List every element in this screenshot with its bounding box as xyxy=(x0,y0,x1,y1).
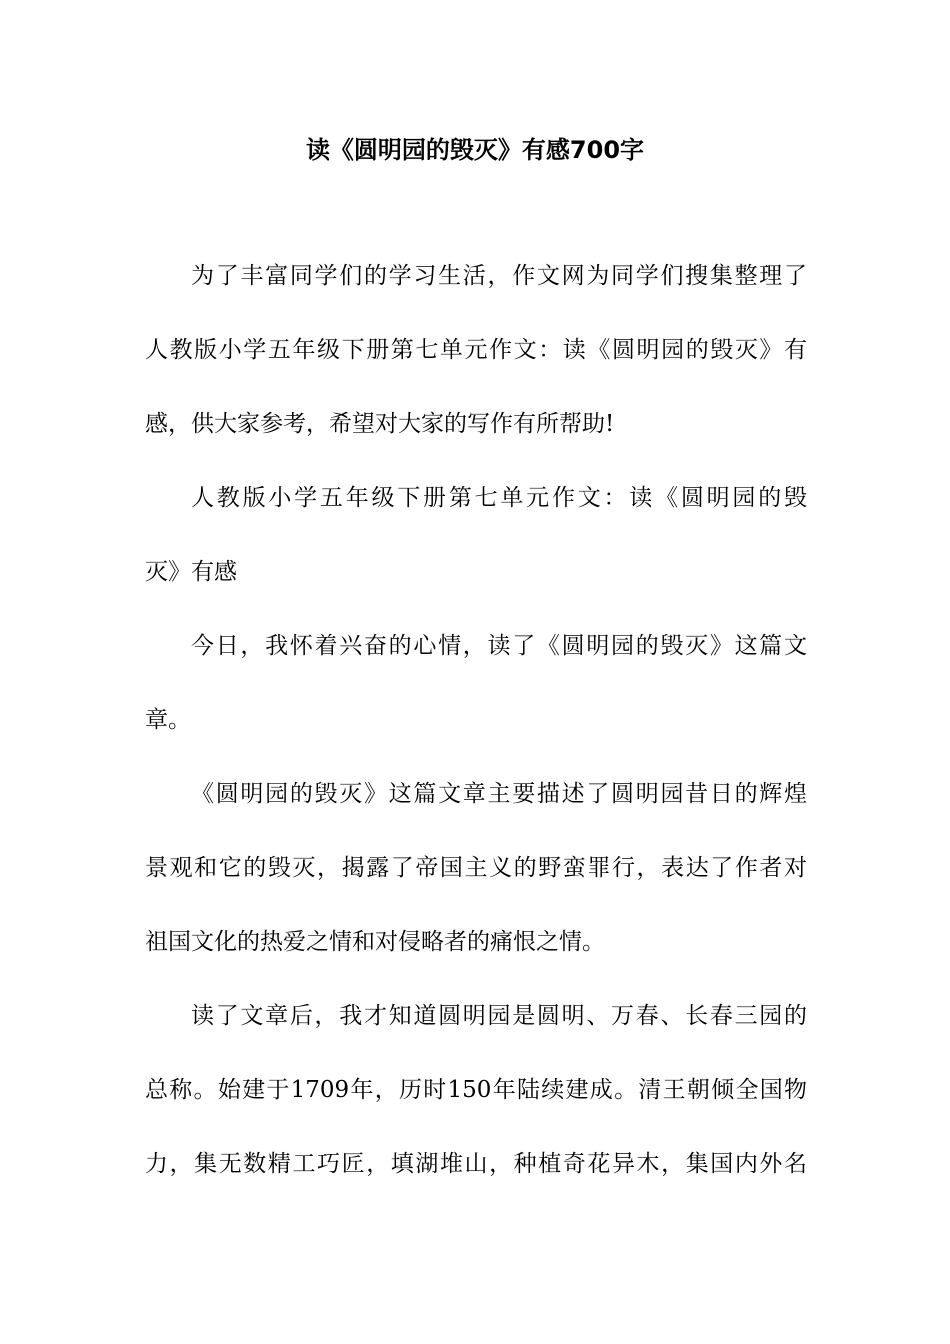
text-line: 祖国文化的热爱之情和对侵略者的痛恨之情。 xyxy=(145,929,605,955)
text-line: 人教版小学五年级下册第七单元作文：读《圆明园的毁 xyxy=(191,485,807,511)
text-line: 人教版小学五年级下册第七单元作文：读《圆明园的毁灭》有 xyxy=(145,337,807,363)
text-line: 读了文章后，我才知道圆明园是圆明、万春、长春三园的 xyxy=(191,1003,807,1029)
document-title: 读《圆明园的毁灭》有感700字 xyxy=(305,136,645,164)
text-line: 章。 xyxy=(145,707,191,733)
text-line: 《圆明园的毁灭》这篇文章主要描述了圆明园昔日的辉煌 xyxy=(191,781,807,807)
text-line: 总称。始建于1709年，历时150年陆续建成。清王朝倾全国物 xyxy=(145,1077,807,1103)
text-line: 感，供大家参考，希望对大家的写作有所帮助! xyxy=(145,411,615,437)
text-line: 力，集无数精工巧匠，填湖堆山，种植奇花异木，集国内外名 xyxy=(145,1151,807,1177)
text-line: 今日，我怀着兴奋的心情，读了《圆明园的毁灭》这篇文 xyxy=(191,633,807,659)
text-line: 灭》有感 xyxy=(145,559,237,585)
text-line: 景观和它的毁灭，揭露了帝国主义的野蛮罪行，表达了作者对 xyxy=(145,855,807,881)
text-line: 为了丰富同学们的学习生活，作文网为同学们搜集整理了 xyxy=(191,263,807,289)
document-body xyxy=(145,258,807,1220)
